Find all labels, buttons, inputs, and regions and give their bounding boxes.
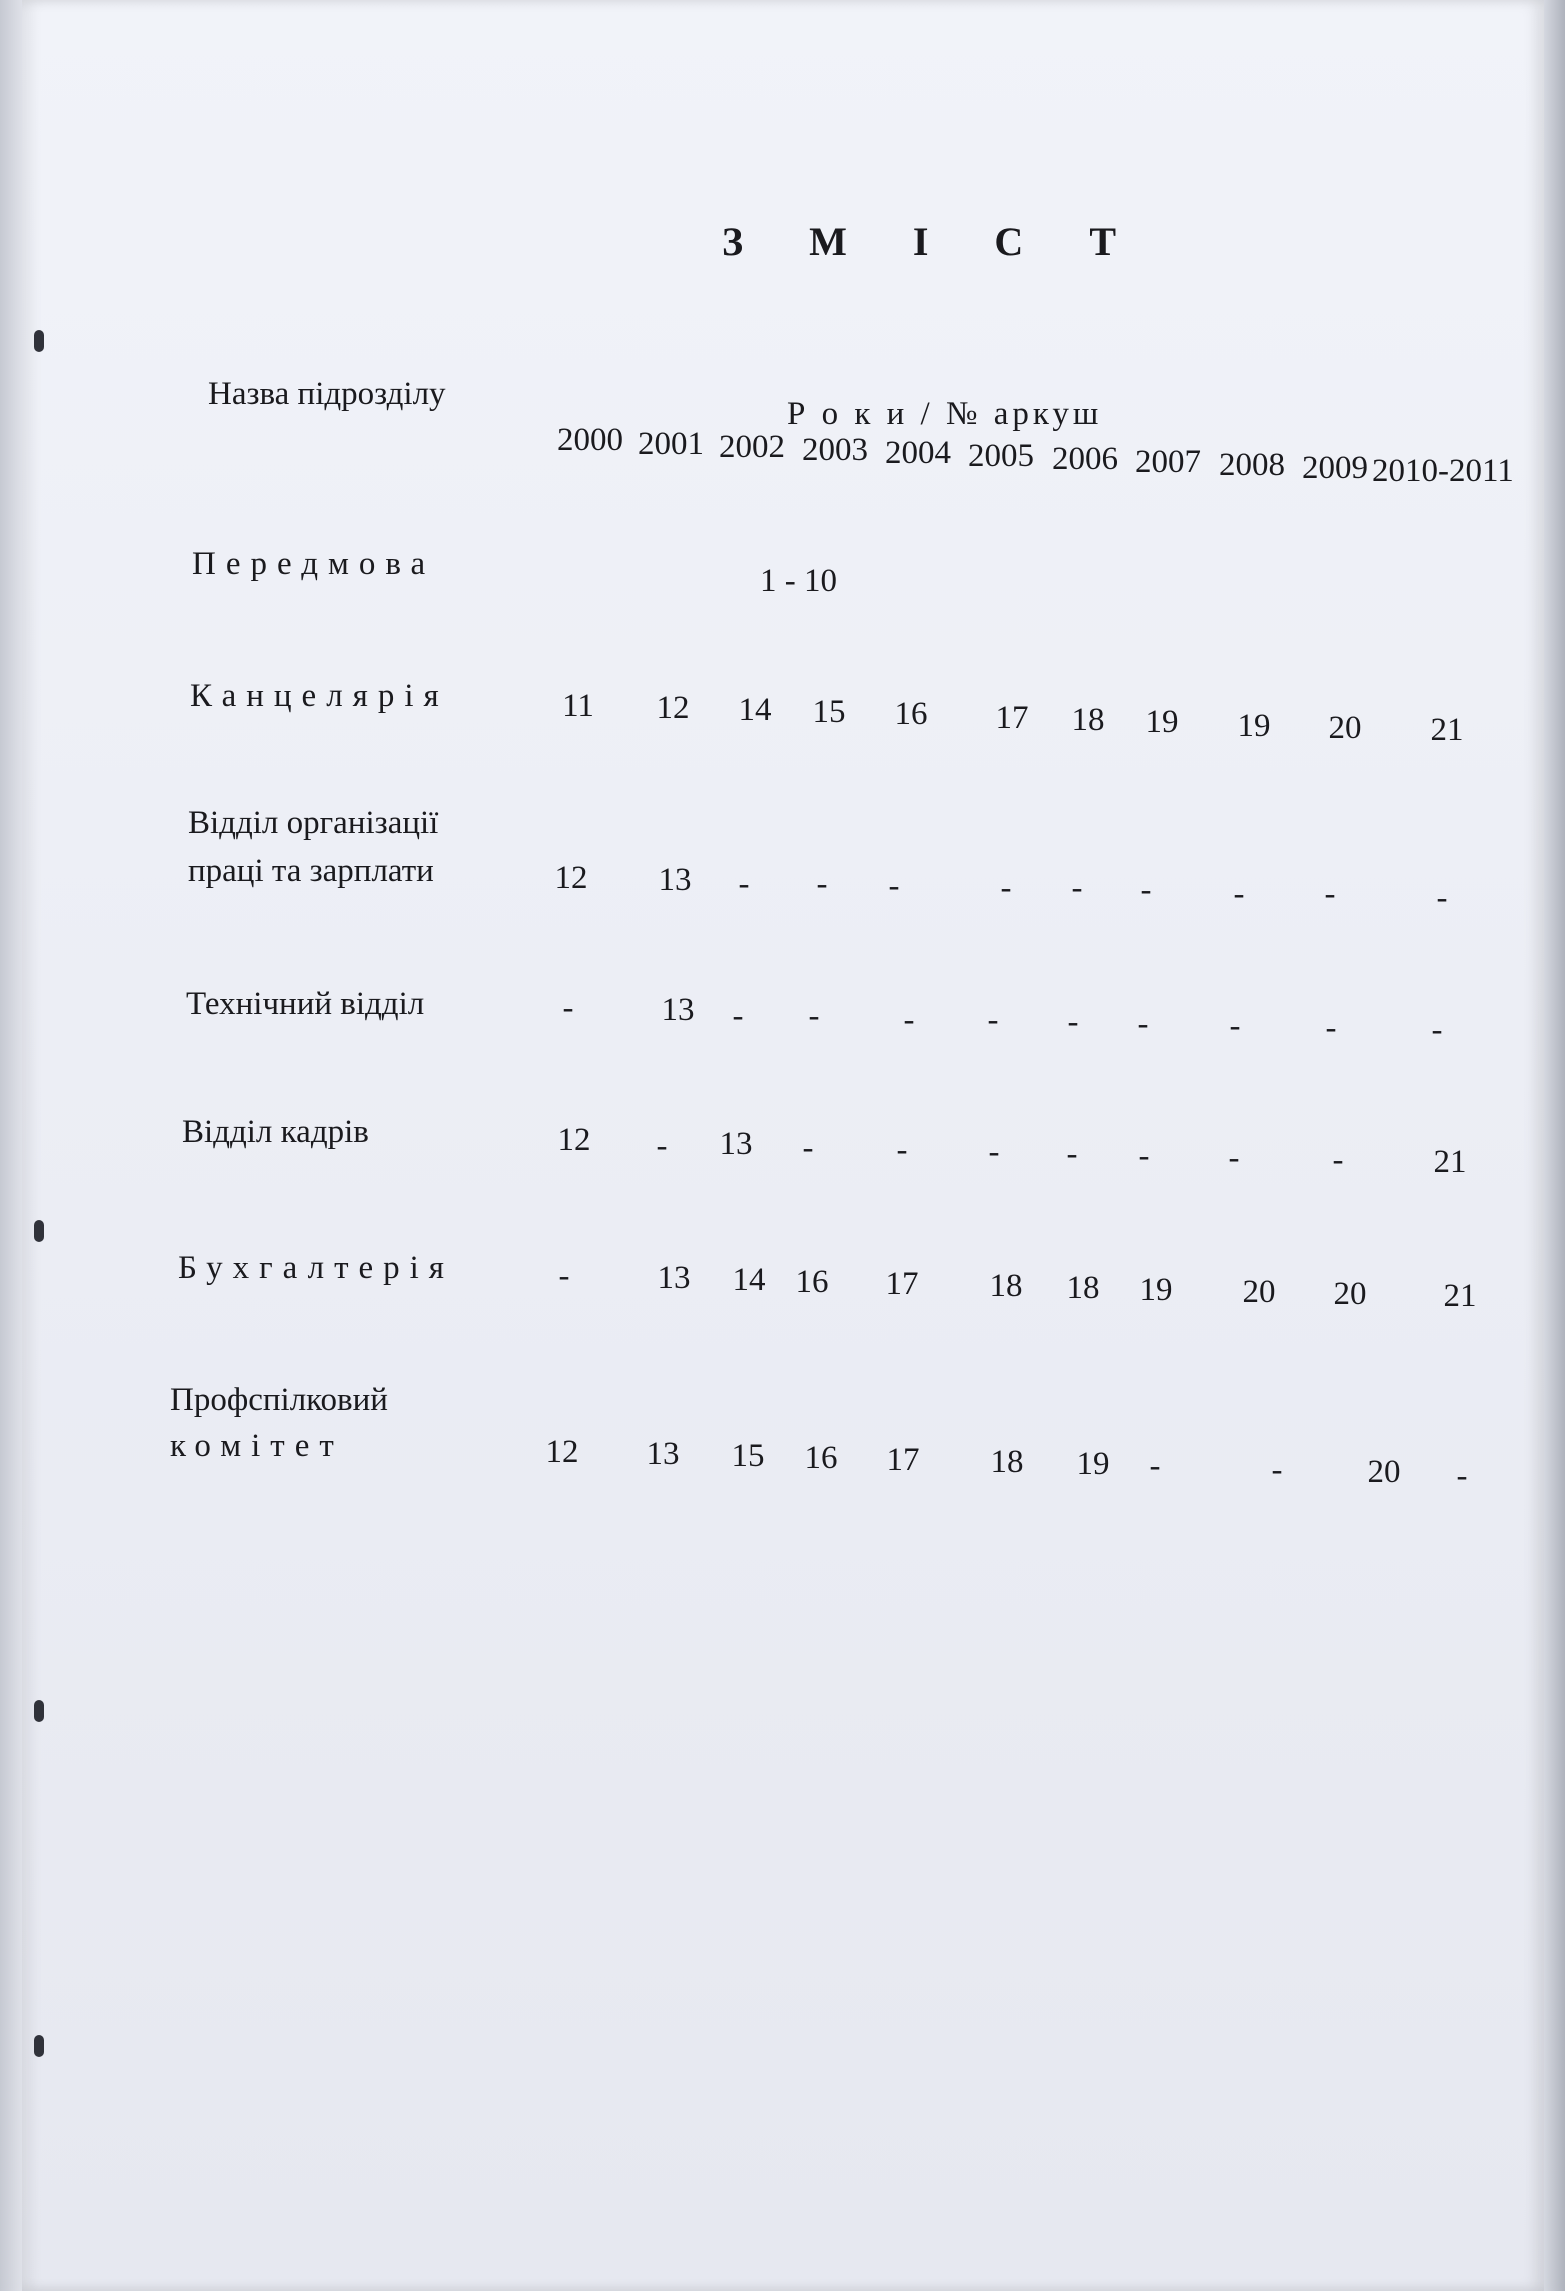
table-cell: 15 — [731, 1438, 765, 1474]
table-cell: - — [656, 1128, 668, 1164]
year-header: 2005 — [968, 438, 1034, 474]
year-header: 2009 — [1302, 450, 1368, 486]
table-cell: 18 — [990, 1444, 1024, 1480]
table-cell: 12 — [656, 690, 690, 726]
table-cell: - — [987, 1002, 999, 1038]
table-cell: 20 — [1367, 1454, 1401, 1490]
table-cell: - — [896, 1132, 908, 1168]
table-cell: 13 — [658, 862, 692, 898]
binding-hole — [34, 1700, 44, 1722]
year-header: 2008 — [1219, 447, 1285, 483]
table-cell: 20 — [1333, 1276, 1367, 1312]
table-cell: - — [1233, 876, 1245, 912]
year-header: 2007 — [1135, 444, 1201, 480]
row-label-profkom-line2: комітет — [170, 1428, 344, 1464]
table-cell: 21 — [1430, 712, 1464, 748]
column-header-name: Назва підрозділу — [208, 376, 446, 412]
year-header: 2006 — [1052, 441, 1118, 477]
table-cell: 18 — [989, 1268, 1023, 1304]
year-header: 2010-2011 — [1372, 453, 1514, 489]
table-cell: 13 — [719, 1126, 753, 1162]
table-cell: 17 — [886, 1442, 920, 1478]
table-cell: - — [802, 1130, 814, 1166]
table-cell: - — [1431, 1012, 1443, 1048]
page-title: З М І С Т — [722, 219, 1144, 264]
table-cell: - — [1149, 1448, 1161, 1484]
table-cell: - — [1066, 1136, 1078, 1172]
table-cell: 12 — [554, 860, 588, 896]
table-cell: - — [1228, 1140, 1240, 1176]
table-cell: 16 — [804, 1440, 838, 1476]
table-cell: - — [1067, 1004, 1079, 1040]
row-label-tekhnichnyi: Технічний відділ — [186, 986, 425, 1022]
table-cell: 15 — [812, 694, 846, 730]
table-cell: 14 — [732, 1262, 766, 1298]
table-cell: - — [562, 990, 574, 1026]
table-cell: - — [1137, 1006, 1149, 1042]
table-cell: 14 — [738, 692, 772, 728]
year-header: 2000 — [557, 422, 623, 458]
table-cell: 13 — [657, 1260, 691, 1296]
table-cell: 17 — [885, 1266, 919, 1302]
table-cell: 13 — [661, 992, 695, 1028]
column-header-years: Р о к и / № аркуш — [787, 396, 1103, 432]
binding-hole — [34, 1220, 44, 1242]
row-label-vop-line1: Відділ організації — [188, 805, 439, 841]
table-cell: - — [738, 866, 750, 902]
table-cell: - — [1071, 870, 1083, 906]
table-cell: - — [1456, 1458, 1468, 1494]
table-cell: 18 — [1071, 702, 1105, 738]
table-cell: 12 — [545, 1434, 579, 1470]
row-label-vop-line2: праці та зарплати — [188, 853, 434, 889]
table-cell: 21 — [1433, 1144, 1467, 1180]
table-cell: 19 — [1139, 1272, 1173, 1308]
row-label-profkom-line1: Профспілковий — [170, 1382, 388, 1418]
table-cell: - — [903, 1002, 915, 1038]
table-cell: - — [1229, 1008, 1241, 1044]
year-header: 2001 — [638, 426, 704, 462]
table-cell: - — [988, 1134, 1000, 1170]
row-label-kadry: Відділ кадрів — [182, 1114, 369, 1150]
table-cell: - — [1325, 1010, 1337, 1046]
table-cell: - — [1324, 876, 1336, 912]
page-left-edge — [0, 0, 22, 2291]
table-cell: - — [732, 998, 744, 1034]
table-cell: 16 — [894, 696, 928, 732]
row-span-peredmova: 1 - 10 — [760, 563, 837, 599]
table-cell: - — [1436, 880, 1448, 916]
table-cell: 18 — [1066, 1270, 1100, 1306]
binding-hole — [34, 330, 44, 352]
table-cell: 21 — [1443, 1278, 1477, 1314]
table-cell: 19 — [1145, 704, 1179, 740]
table-cell: 13 — [646, 1436, 680, 1472]
table-cell: - — [1271, 1452, 1283, 1488]
row-label-kantseliariia: Канцелярія — [190, 678, 449, 714]
table-cell: 16 — [795, 1264, 829, 1300]
binding-hole — [34, 2035, 44, 2057]
table-cell: 19 — [1076, 1446, 1110, 1482]
table-cell: - — [808, 998, 820, 1034]
table-cell: 19 — [1237, 708, 1271, 744]
year-header: 2003 — [802, 432, 868, 468]
table-cell: - — [1138, 1138, 1150, 1174]
table-cell: - — [1000, 870, 1012, 906]
table-cell: - — [816, 866, 828, 902]
table-cell: - — [1332, 1142, 1344, 1178]
table-cell: 20 — [1242, 1274, 1276, 1310]
table-cell: 12 — [557, 1122, 591, 1158]
table-cell: 11 — [562, 688, 594, 724]
document-page — [22, 0, 1544, 2291]
table-cell: - — [1140, 872, 1152, 908]
table-cell: - — [558, 1258, 570, 1294]
year-header: 2004 — [885, 435, 951, 471]
row-label-bukhalteriia: Бухгалтерія — [178, 1250, 454, 1286]
year-header: 2002 — [719, 429, 785, 465]
table-cell: - — [888, 868, 900, 904]
table-cell: 17 — [995, 700, 1029, 736]
table-cell: 20 — [1328, 710, 1362, 746]
page-right-edge — [1544, 0, 1565, 2291]
row-label-peredmova: Передмова — [192, 546, 436, 582]
